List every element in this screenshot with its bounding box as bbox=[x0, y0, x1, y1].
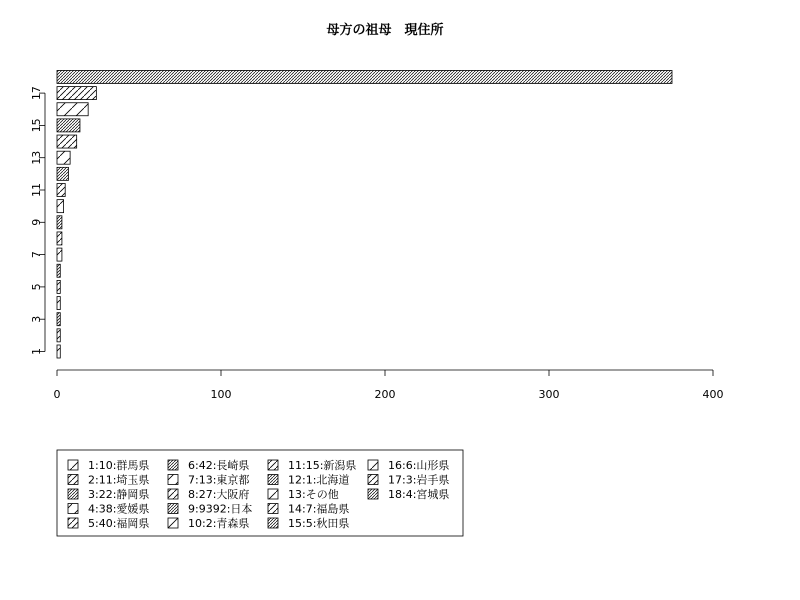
y-tick-label: 9 bbox=[30, 218, 43, 226]
legend-swatch bbox=[168, 489, 178, 499]
bar-8 bbox=[57, 232, 62, 245]
y-tick-label: 15 bbox=[30, 118, 43, 133]
x-tick-label: 200 bbox=[374, 388, 396, 401]
legend-swatch bbox=[268, 504, 278, 514]
legend-label: 8:27:大阪府 bbox=[188, 488, 250, 501]
bar-5 bbox=[57, 280, 60, 293]
legend-label: 14:7:福島県 bbox=[288, 502, 350, 516]
legend bbox=[57, 450, 463, 536]
bar-3 bbox=[57, 313, 60, 326]
bar-2 bbox=[57, 329, 60, 342]
legend-label: 12:1:北海道 bbox=[288, 473, 350, 487]
bar-13 bbox=[57, 151, 70, 164]
legend-swatch bbox=[368, 475, 378, 485]
legend-swatch bbox=[68, 460, 78, 470]
y-tick-label: 11 bbox=[30, 183, 43, 197]
legend-swatch bbox=[68, 518, 78, 528]
legend-label: 16:6:山形県 bbox=[388, 459, 450, 472]
bar-12 bbox=[57, 167, 68, 180]
bar-18 bbox=[57, 70, 672, 83]
legend-swatch bbox=[168, 475, 178, 485]
bar-6 bbox=[57, 264, 60, 277]
y-tick-label: 1 bbox=[30, 348, 43, 355]
legend-swatch bbox=[268, 489, 278, 499]
bar-10 bbox=[57, 200, 64, 213]
legend-label: 2:11:埼玉県 bbox=[88, 473, 150, 487]
legend-swatch bbox=[68, 475, 78, 485]
legend-swatch bbox=[368, 489, 378, 499]
x-tick-label: 400 bbox=[702, 388, 724, 401]
legend-label: 15:5:秋田県 bbox=[288, 517, 350, 530]
y-tick-label: 17 bbox=[30, 86, 43, 101]
legend-label: 18:4:宮城県 bbox=[388, 488, 450, 501]
x-tick-label: 100 bbox=[210, 388, 232, 401]
legend-label: 11:15:新潟県 bbox=[288, 459, 357, 472]
legend-label: 17:3:岩手県 bbox=[388, 473, 450, 487]
legend-label: 5:40:福岡県 bbox=[88, 517, 150, 530]
legend-swatch bbox=[368, 460, 378, 470]
legend-swatch bbox=[268, 460, 278, 470]
legend-label: 6:42:長崎県 bbox=[188, 459, 250, 472]
bar-16 bbox=[57, 103, 88, 116]
legend-swatch bbox=[268, 475, 278, 485]
legend-swatch bbox=[168, 518, 178, 528]
bar-7 bbox=[57, 248, 62, 261]
legend-label: 10:2:青森県 bbox=[188, 517, 250, 530]
bar-14 bbox=[57, 135, 77, 148]
bar-17 bbox=[57, 87, 96, 100]
y-tick-label: 7 bbox=[30, 251, 43, 259]
legend-label: 9:9392:日本 bbox=[188, 502, 253, 516]
bars-group bbox=[57, 70, 672, 358]
legend-swatch bbox=[168, 460, 178, 470]
legend-label: 3:22:静岡県 bbox=[88, 488, 150, 501]
y-tick-label: 13 bbox=[30, 150, 43, 165]
chart-title: 母方の祖母 現住所 bbox=[326, 23, 444, 38]
legend-label: 7:13:東京都 bbox=[188, 473, 250, 487]
legend-label: 4:38:愛媛県 bbox=[88, 502, 150, 516]
y-tick-label: 5 bbox=[30, 283, 43, 291]
bar-9 bbox=[57, 216, 62, 229]
bar-11 bbox=[57, 184, 65, 197]
x-tick-label: 0 bbox=[53, 388, 61, 401]
legend-swatch bbox=[68, 504, 78, 514]
bar-4 bbox=[57, 297, 60, 310]
bar-1 bbox=[57, 345, 60, 358]
legend-swatch bbox=[68, 489, 78, 499]
x-axis bbox=[54, 370, 724, 401]
y-tick-label: 3 bbox=[30, 315, 43, 323]
legend-swatch bbox=[168, 504, 178, 514]
x-tick-label: 300 bbox=[538, 388, 560, 401]
y-axis bbox=[30, 86, 45, 355]
legend-swatch bbox=[268, 518, 278, 528]
legend-label: 1:10:群馬県 bbox=[88, 459, 150, 472]
bar-15 bbox=[57, 119, 80, 132]
legend-label: 13:その他 bbox=[288, 488, 339, 501]
